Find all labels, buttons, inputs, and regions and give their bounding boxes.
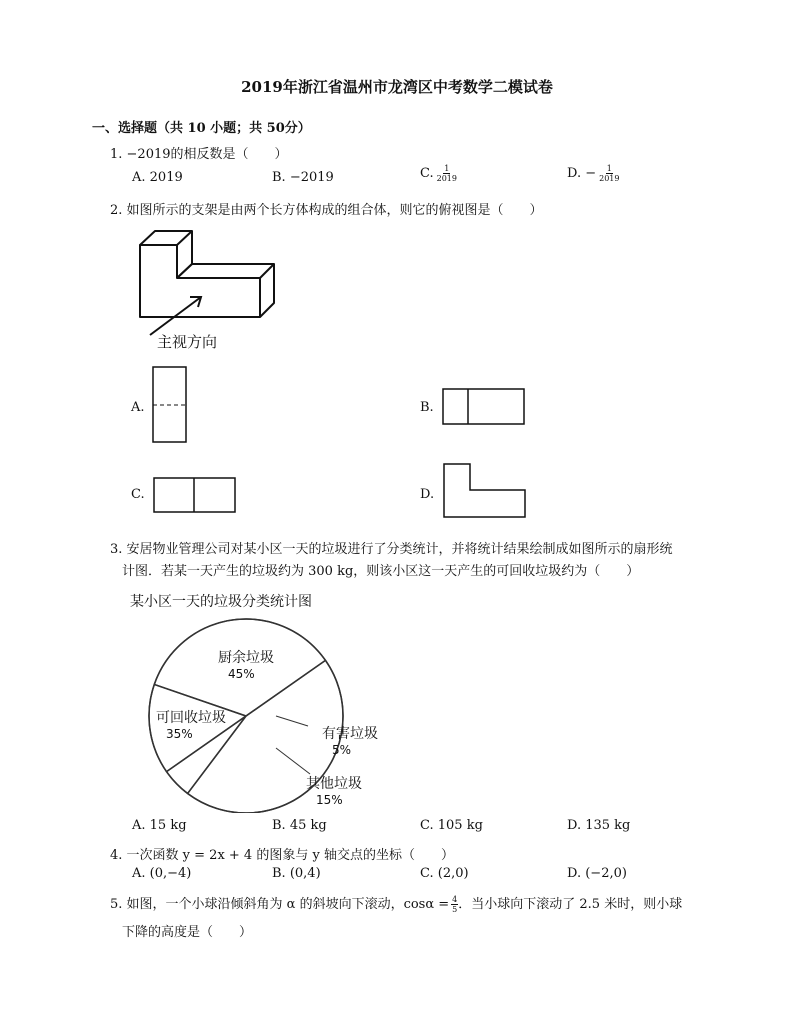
question-3-option-d[interactable]: D. 135 kg: [567, 818, 631, 833]
question-4-option-d[interactable]: D. (−2,0): [567, 866, 627, 881]
pie-category-label-4: 可回收垃圾: [156, 710, 226, 726]
question-4-option-a[interactable]: A. (0,−4): [132, 866, 192, 881]
option-b-shape[interactable]: [441, 387, 527, 427]
question-1-option-c[interactable]: [420, 164, 458, 183]
question-1-option-a[interactable]: A. 2019: [132, 170, 183, 185]
view-direction-label: 主视方向: [157, 333, 218, 351]
question-5-stem-part1: 5. 如图，一个小球沿倾斜角为 α 的斜坡向下滚动，cosα =: [110, 897, 450, 912]
question-3-option-a[interactable]: A. 15 kg: [132, 818, 187, 833]
fraction: [436, 164, 458, 183]
pie-category-label-1: 厨余垃圾: [218, 650, 274, 666]
question-4-option-c[interactable]: C. (2,0): [420, 866, 469, 881]
question-3-stem-line1: 3. 安居物业管理公司对某小区一天的垃圾进行了分类统计，并将统计结果绘制成如图所示的扇形统: [110, 542, 673, 557]
option-d-prefix: D. −: [567, 166, 597, 181]
pie-value-label-4: 35%: [166, 727, 193, 741]
question-1-stem: 1. −2019的相反数是（ ）: [110, 147, 288, 162]
fraction-numerator: 1: [444, 164, 450, 173]
question-2-option-c-label[interactable]: C.: [131, 487, 145, 502]
pie-value-label-3: 15%: [316, 793, 343, 807]
question-3-option-c[interactable]: C. 105 kg: [420, 818, 483, 833]
question-5-stem-line1: [110, 893, 682, 914]
question-2-stem: 2. 如图所示的支架是由两个长方体构成的组合体，则它的俯视图是（ ）: [110, 203, 543, 218]
bracket-3d-figure: [135, 225, 285, 355]
option-c-shape[interactable]: [152, 476, 238, 516]
pie-chart: [130, 588, 400, 813]
fraction-numerator: 4: [452, 895, 458, 904]
question-4-stem: 4. 一次函数 y = 2x + 4 的图象与 y 轴交点的坐标（ ）: [110, 848, 454, 863]
section-heading: 一、选择题（共 10 小题；共 50分）: [92, 121, 311, 136]
pie-value-label-2: 5%: [332, 743, 352, 757]
question-3-option-b[interactable]: B. 45 kg: [272, 818, 327, 833]
question-4-option-b[interactable]: B. (0,4): [272, 866, 321, 881]
option-a-shape[interactable]: [151, 365, 191, 445]
fraction-denominator: 2019: [599, 174, 620, 183]
question-1-option-b[interactable]: B. −2019: [272, 170, 334, 185]
fraction: [598, 164, 620, 183]
question-3-stem-line2: 计图．若某一天产生的垃圾约为 300 kg，则该小区这一天产生的可回收垃圾约为（ ）: [122, 564, 640, 579]
question-5-stem-part2: ．当小球向下滚动了 2.5 米时，则小球: [458, 897, 683, 912]
option-d-shape[interactable]: [442, 462, 530, 522]
option-c-prefix: C.: [420, 166, 434, 181]
pie-category-label-2: 有害垃圾: [322, 726, 378, 742]
fraction-numerator: 1: [606, 164, 612, 173]
chart-title: 某小区一天的垃圾分类统计图: [130, 594, 312, 610]
pie-category-label-3: 其他垃圾: [306, 776, 362, 792]
question-2-option-a-label[interactable]: A.: [131, 400, 145, 415]
fraction-denominator: 5: [452, 905, 458, 914]
question-1-option-d[interactable]: [567, 164, 620, 183]
question-5-stem-line2: 下降的高度是（ ）: [122, 925, 253, 940]
question-2-option-d-label[interactable]: D.: [420, 487, 435, 502]
question-2-option-b-label[interactable]: B.: [420, 400, 434, 415]
page-title: 2019年浙江省温州市龙湾区中考数学二模试卷: [241, 78, 553, 96]
pie-value-label-1: 45%: [228, 667, 255, 681]
fraction-denominator: 2019: [436, 174, 457, 183]
